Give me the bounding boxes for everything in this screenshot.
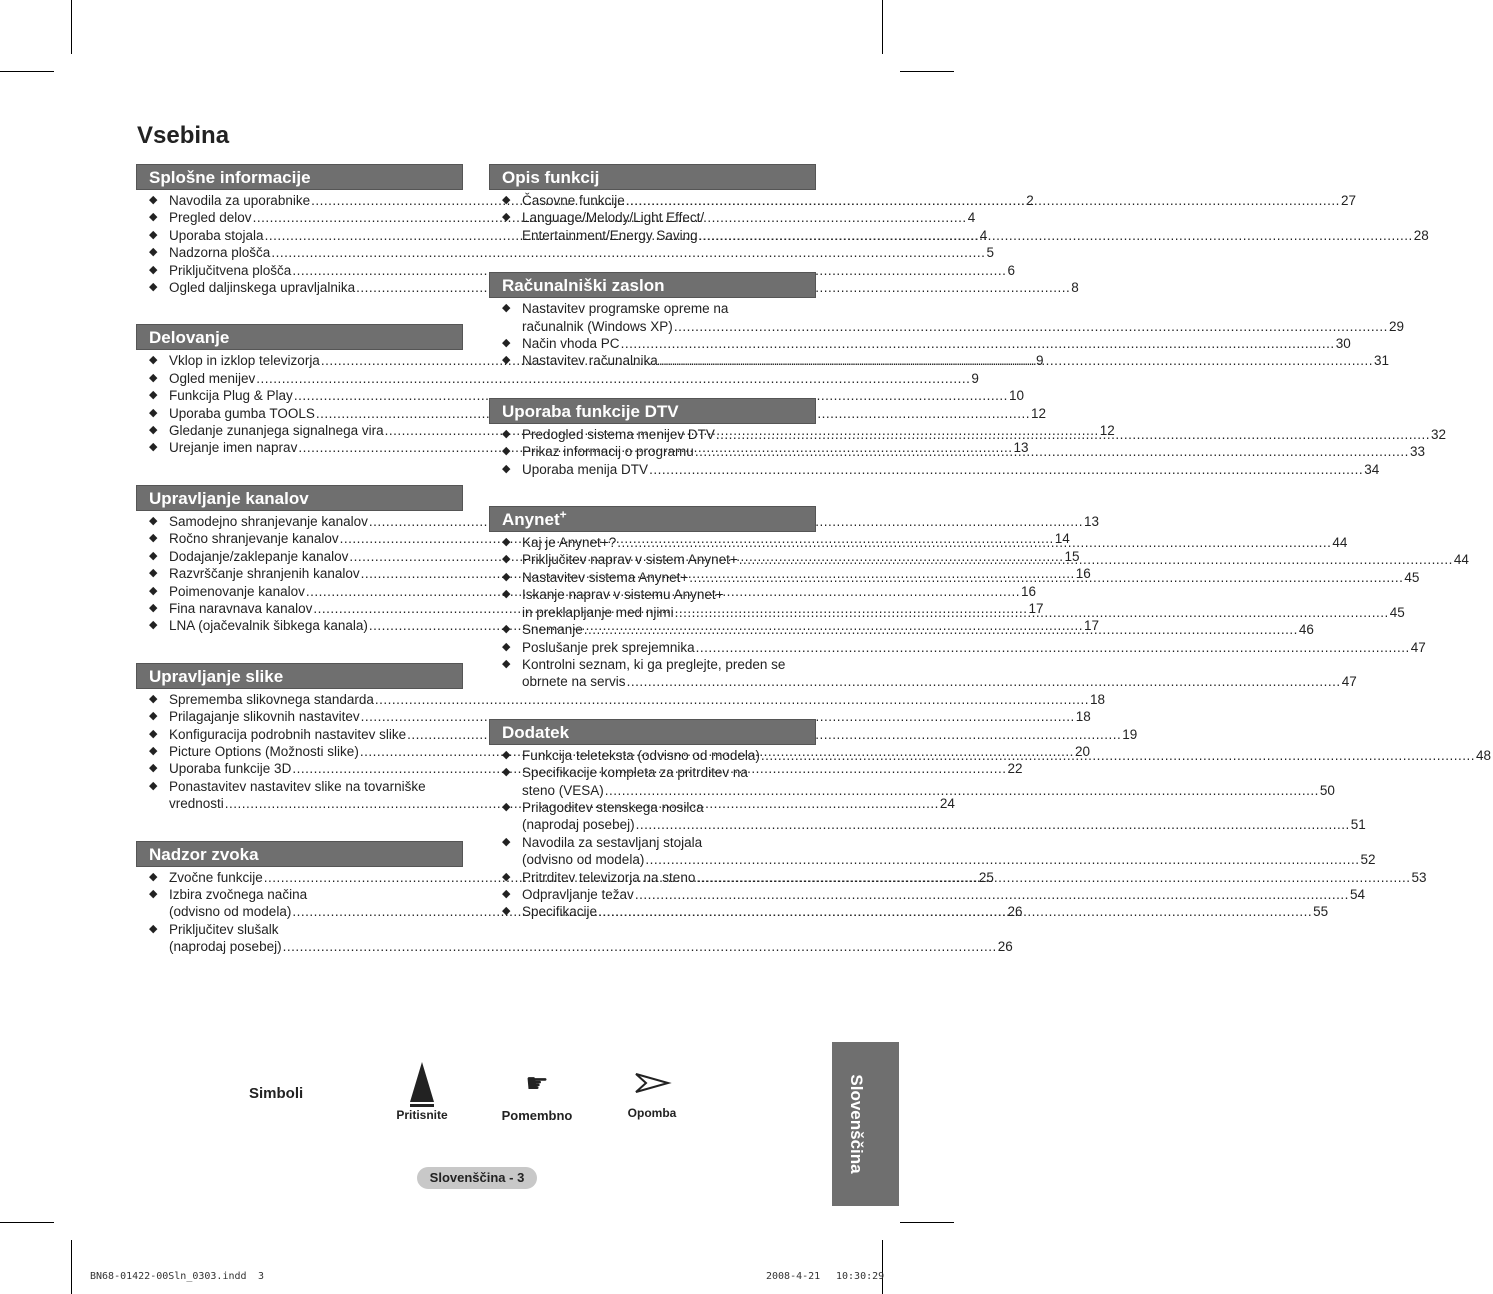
- dot-leader: [689, 569, 1403, 586]
- crop-mark: [900, 71, 954, 72]
- diamond-bullet-icon: ◆: [502, 570, 511, 583]
- dot-leader: [699, 227, 1413, 244]
- diamond-bullet-icon: ◆: [149, 710, 158, 723]
- toc-item-entry: [522, 569, 1421, 586]
- dot-leader: [584, 621, 1298, 638]
- toc-item-leader-line: [522, 443, 1425, 460]
- toc-item-text: Predogled sistema menijev DTV: [522, 426, 715, 442]
- diamond-bullet-icon: ◆: [502, 337, 511, 350]
- toc-item-text: Vklop in izklop televizorja: [169, 353, 320, 369]
- diamond-bullet-icon: ◆: [149, 567, 158, 580]
- toc-item-page: 12: [1099, 423, 1115, 439]
- toc-item-text: Iskanje naprav v sistemu Anynet+: [522, 587, 724, 603]
- toc-item-page: 16: [1020, 583, 1036, 599]
- toc-item-text: LNA (ojačevalnik šibkega kanala): [169, 618, 368, 634]
- footer-date: 2008-4-21: [766, 1271, 821, 1282]
- pointing-hand-icon: ☛: [525, 1068, 549, 1098]
- section-header: [489, 164, 816, 190]
- toc-item-text: Poslušanje prek sprejemnika: [522, 639, 695, 655]
- toc-item-leader-line: [522, 816, 1366, 833]
- diamond-bullet-icon: ◆: [149, 584, 158, 597]
- toc-item-text: Dodajanje/zaklepanje kanalov: [169, 548, 349, 564]
- diamond-bullet-icon: ◆: [149, 922, 158, 935]
- toc-item-text: Prilagajanje slikovnih nastavitev: [169, 709, 360, 725]
- diamond-bullet-icon: ◆: [149, 194, 158, 206]
- section-header: [136, 663, 463, 689]
- toc-item-page: 53: [1411, 869, 1427, 885]
- toc-item-text: Uporaba funkcije 3D: [169, 761, 292, 777]
- toc-item-page: 24: [939, 796, 955, 812]
- toc-item-entry: [522, 834, 1377, 869]
- toc-item-text: Konfiguracija podrobnih nastavitev slike: [169, 726, 407, 742]
- dot-leader: [739, 551, 1453, 568]
- toc-item-text: Razvrščanje shranjenih kanalov: [169, 566, 360, 582]
- toc-item-text: Entertainment/Energy Saving: [522, 227, 698, 243]
- toc-item-leader-line: [522, 352, 1389, 369]
- toc-item-text: Specifikacije kompleta za pritrditev na: [522, 765, 748, 781]
- diamond-bullet-icon: ◆: [149, 371, 158, 384]
- toc-item-page: 14: [1054, 531, 1070, 547]
- toc-item-page: 51: [1350, 817, 1366, 833]
- section-header: [489, 506, 816, 532]
- toc-item[interactable]: [136, 262, 1015, 279]
- toc-item-text: in preklapljanje med njimi: [522, 604, 674, 620]
- diamond-bullet-icon: ◆: [149, 246, 158, 259]
- dot-leader: [659, 352, 1373, 369]
- toc-item-text: (naprodaj posebej): [169, 939, 282, 955]
- toc-item[interactable]: [489, 192, 1356, 209]
- toc-item-entry: [522, 903, 1330, 920]
- diamond-bullet-icon: ◆: [502, 211, 511, 224]
- diamond-bullet-icon: ◆: [502, 800, 511, 813]
- toc-item-text: Funkcija Plug & Play: [169, 388, 293, 404]
- toc-item-text: Nadzorna plošča: [169, 245, 271, 261]
- dot-leader: [696, 639, 1410, 656]
- section-header-superscript: +: [559, 507, 567, 522]
- diamond-bullet-icon: ◆: [502, 748, 511, 761]
- toc-item-leader-line: [522, 534, 1347, 551]
- toc-item-page: 2: [1026, 193, 1034, 208]
- toc-item-text: računalnik (Windows XP): [522, 318, 673, 334]
- toc-item-page: 13: [1013, 440, 1029, 456]
- toc-item-page: 47: [1410, 639, 1426, 655]
- toc-item-page: 54: [1349, 886, 1365, 902]
- toc-item-leader-line: [522, 461, 1379, 478]
- diamond-bullet-icon: ◆: [149, 354, 158, 367]
- diamond-bullet-icon: ◆: [149, 263, 158, 276]
- toc-item-entry: [522, 443, 1427, 460]
- toc-item-entry: [522, 335, 1353, 352]
- toc-item-text: Poimenovanje kanalov: [169, 583, 305, 599]
- footer-time: 10:30:29: [836, 1271, 885, 1282]
- toc-item-text: (naprodaj posebej): [522, 817, 635, 833]
- toc-item-list: [489, 300, 1404, 370]
- diamond-bullet-icon: ◆: [502, 536, 511, 549]
- toc-item-text: (odvisno od modela): [169, 904, 292, 920]
- toc-item-leader-line: [522, 903, 1328, 920]
- diamond-bullet-icon: ◆: [149, 424, 158, 437]
- diamond-bullet-icon: ◆: [502, 588, 511, 601]
- toc-item-leader-line: [522, 426, 1446, 443]
- language-side-tab: [832, 1042, 899, 1206]
- diamond-bullet-icon: ◆: [149, 887, 158, 900]
- toc-item[interactable]: [136, 691, 1106, 708]
- toc-item-text: Način vhoda PC: [522, 336, 620, 352]
- toc-item-leader-line: [522, 621, 1314, 638]
- toc-item-page: 25: [978, 869, 994, 885]
- diamond-bullet-icon: ◆: [149, 228, 158, 241]
- dot-leader: [649, 461, 1363, 478]
- toc-item-text: Ponastavitev nastavitev slike na tovarniške: [169, 778, 426, 794]
- toc-item-leader-line: [522, 639, 1426, 656]
- toc-item-text: Ogled menijev: [169, 370, 256, 386]
- diamond-bullet-icon: ◆: [502, 445, 511, 458]
- toc-section: [489, 272, 1404, 370]
- toc-item-text: Specifikacije: [522, 904, 598, 920]
- crop-mark: [0, 1222, 54, 1223]
- toc-item-text: Prilagoditev stenskega nosilca: [522, 799, 704, 815]
- section-header-label: Upravljanje slike: [149, 666, 284, 686]
- toc-item-entry: [522, 426, 1448, 443]
- toc-item[interactable]: [489, 886, 1365, 903]
- toc-item-text: vrednosti: [169, 796, 224, 812]
- toc-item-text: Ogled daljinskega upravljalnika: [169, 280, 356, 296]
- diamond-bullet-icon: ◆: [149, 692, 158, 705]
- dot-leader: [761, 747, 1475, 764]
- dot-leader: [617, 534, 1331, 551]
- toc-item-leader-line: [522, 673, 1357, 690]
- toc-item[interactable]: [136, 370, 979, 387]
- toc-item-page: 4: [979, 227, 988, 243]
- toc-item-text: Funkcija teleteksta (odvisno od modela): [522, 747, 760, 763]
- toc-item-text: Pregled delov: [169, 210, 252, 226]
- diamond-bullet-icon: ◆: [502, 657, 511, 670]
- diamond-bullet-icon: ◆: [149, 389, 158, 402]
- toc-item-entry: [522, 461, 1381, 478]
- toc-item-entry: [522, 799, 1368, 834]
- diamond-bullet-icon: ◆: [502, 870, 511, 883]
- diamond-bullet-icon: ◆: [149, 779, 158, 792]
- dot-leader: [605, 782, 1319, 799]
- dot-leader: [716, 426, 1430, 443]
- toc-item-text: Priključitev naprav v sistem Anynet+: [522, 552, 738, 568]
- diamond-bullet-icon: ◆: [149, 532, 158, 545]
- toc-item-leader-line: [522, 851, 1375, 868]
- toc-item-page: 19: [1122, 726, 1138, 742]
- diamond-bullet-icon: ◆: [502, 354, 511, 367]
- diamond-bullet-icon: ◆: [502, 427, 511, 440]
- toc-item-page: 30: [1335, 336, 1351, 352]
- toc-item-page: 9: [1035, 353, 1044, 369]
- diamond-bullet-icon: ◆: [502, 640, 511, 653]
- diamond-bullet-icon: ◆: [149, 514, 158, 527]
- section-header-label: Anynet: [502, 510, 560, 530]
- symbol-note-caption: Opomba: [627, 1106, 677, 1120]
- toc-item-text: Gledanje zunanjega signalnega vira: [169, 423, 384, 439]
- crop-mark: [882, 1240, 883, 1294]
- toc-item-page: 44: [1453, 552, 1469, 568]
- dot-leader: [598, 903, 1312, 920]
- section-header-label: Uporaba funkcije DTV: [502, 401, 679, 421]
- toc-item[interactable]: [489, 461, 1380, 478]
- dot-leader: [696, 869, 1410, 886]
- toc-item-page: 17: [1084, 618, 1100, 634]
- diamond-bullet-icon: ◆: [502, 462, 511, 475]
- toc-item-text: Nastavitev računalnika: [522, 353, 658, 369]
- crop-mark: [0, 71, 54, 72]
- toc-item-leader-line: [522, 747, 1491, 764]
- press-arrow-icon: [407, 1060, 437, 1108]
- section-header: [136, 485, 463, 511]
- toc-item-text: Picture Options (Možnosti slike): [169, 743, 359, 759]
- toc-item-page: 46: [1298, 622, 1314, 638]
- diamond-bullet-icon: ◆: [149, 619, 158, 632]
- symbol-important-caption: Pomembno: [501, 1108, 573, 1123]
- crop-mark: [71, 0, 72, 54]
- symbol-press-caption: Pritisnite: [396, 1108, 448, 1122]
- symbol-note: [620, 1068, 684, 1120]
- section-header: [489, 398, 816, 424]
- section-header-label: Opis funkcij: [502, 168, 600, 187]
- section-header: [489, 719, 816, 745]
- symbols-label: Simboli: [249, 1085, 304, 1102]
- diamond-bullet-icon: ◆: [149, 762, 158, 775]
- toc-item-text: (odvisno od modela): [522, 852, 645, 868]
- toc-item-page: 16: [1075, 566, 1091, 582]
- dot-leader: [695, 443, 1409, 460]
- toc-item-page: 18: [1090, 691, 1106, 707]
- crop-mark: [900, 1222, 954, 1223]
- toc-item-entry: [522, 886, 1367, 903]
- toc-item-text: Uporaba stojala: [169, 227, 264, 243]
- diamond-bullet-icon: ◆: [502, 553, 511, 566]
- diamond-bullet-icon: ◆: [502, 766, 511, 779]
- toc-item-page: 29: [1388, 318, 1404, 334]
- diamond-bullet-icon: ◆: [149, 281, 158, 294]
- toc-item[interactable]: [489, 300, 1404, 335]
- toc-item-entry: [522, 352, 1391, 369]
- toc-item-entry: [522, 869, 1429, 886]
- page-number-badge: Slovenščina - 3: [417, 1167, 537, 1189]
- toc-item-text: Language/Melody/Light Effect/: [522, 210, 705, 226]
- toc-item-leader-line: [522, 335, 1351, 352]
- dot-leader: [675, 604, 1389, 621]
- toc-item-entry: [522, 551, 1471, 568]
- diamond-bullet-icon: ◆: [149, 601, 158, 614]
- diamond-bullet-icon: ◆: [502, 194, 511, 206]
- toc-item-entry: [522, 764, 1337, 799]
- toc-item-text: obrnete na servis: [522, 674, 626, 690]
- section-header: [136, 164, 463, 190]
- toc-item-entry: [522, 209, 1431, 244]
- toc-item-page: 50: [1319, 782, 1335, 798]
- toc-item-text: Pritrditev televizorja na steno: [522, 869, 696, 885]
- toc-item-leader-line: [522, 227, 1429, 244]
- toc-item-page: 10: [1008, 388, 1024, 404]
- toc-item-leader-line: [522, 318, 1404, 335]
- toc-item-text: Odpravljanje težav: [522, 886, 634, 902]
- toc-item-page: 44: [1332, 535, 1348, 551]
- language-side-tab-label: Slovenščina: [847, 1074, 866, 1174]
- toc-item-text: steno (VESA): [522, 782, 604, 798]
- toc-item-text: Uporaba gumba TOOLS: [169, 405, 315, 421]
- toc-item[interactable]: [489, 656, 1357, 691]
- section-header-label: Delovanje: [149, 328, 230, 348]
- diamond-bullet-icon: ◆: [502, 905, 511, 918]
- toc-item-text: Fina naravnava kanalov: [169, 600, 313, 616]
- diamond-bullet-icon: ◆: [149, 211, 158, 224]
- toc-item-text: Urejanje imen naprav: [169, 440, 298, 456]
- toc-item[interactable]: [489, 335, 1351, 352]
- toc-item-leader-line: [522, 886, 1365, 903]
- diamond-bullet-icon: ◆: [149, 406, 158, 419]
- toc-item-page: 32: [1430, 426, 1446, 442]
- toc-item-text: Sprememba slikovnega standarda: [169, 691, 374, 707]
- toc-item-text: Samodejno shranjevanje kanalov: [169, 513, 368, 529]
- dot-leader: [636, 816, 1350, 833]
- toc-item-leader-line: [522, 569, 1419, 586]
- dot-leader: [674, 318, 1388, 335]
- toc-item-page: 26: [1007, 904, 1023, 920]
- toc-item-text: Priključitev slušalk: [169, 921, 279, 937]
- toc-item-page: 47: [1341, 674, 1357, 690]
- toc-item-page: 45: [1389, 604, 1405, 620]
- toc-item-page: 45: [1404, 569, 1420, 585]
- toc-item-page: 31: [1373, 353, 1389, 369]
- toc-section: [489, 164, 1429, 244]
- section-header-label: Dodatek: [502, 722, 570, 742]
- toc-item-entry: [522, 586, 1407, 621]
- toc-item-entry: [522, 639, 1428, 656]
- toc-item-page: 55: [1313, 904, 1329, 920]
- toc-item-text: Nastavitev sistema Anynet+: [522, 569, 689, 585]
- toc-item-text: Nastavitev programske opreme na: [522, 301, 729, 317]
- toc-item-leader-line: [522, 604, 1405, 621]
- toc-item-page: 17: [1028, 600, 1044, 616]
- toc-item-entry: [522, 747, 1493, 764]
- symbol-press: [390, 1060, 454, 1122]
- toc-item-text: Priključitvena plošča: [169, 262, 292, 278]
- toc-item[interactable]: [489, 209, 1429, 244]
- toc-item-page: 9: [971, 370, 979, 386]
- toc-item-entry: [522, 621, 1316, 638]
- toc-item-leader-line: [522, 551, 1469, 568]
- diamond-bullet-icon: ◆: [149, 549, 158, 562]
- diamond-bullet-icon: ◆: [502, 302, 511, 315]
- diamond-bullet-icon: ◆: [149, 870, 158, 883]
- toc-item-text: Navodila za sestavljanj stojala: [522, 834, 703, 850]
- toc-item-leader-line: [522, 782, 1335, 799]
- toc-item-page: 52: [1360, 852, 1376, 868]
- toc-item-entry: [522, 300, 1406, 335]
- dot-leader: [626, 192, 1340, 209]
- toc-item-page: 33: [1409, 444, 1425, 460]
- toc-item-page: 27: [1340, 193, 1356, 208]
- toc-item-page: 48: [1476, 747, 1492, 763]
- toc-item-page: 4: [967, 210, 976, 226]
- toc-item-page: 18: [1075, 709, 1091, 725]
- toc-item-entry: [522, 534, 1349, 551]
- toc-item-text: Ročno shranjevanje kanalov: [169, 531, 339, 547]
- toc-item-text: Uporaba menija DTV: [522, 461, 649, 477]
- crop-mark: [882, 0, 883, 54]
- toc-item-page: 8: [1071, 280, 1079, 296]
- diamond-bullet-icon: ◆: [502, 623, 511, 636]
- toc-item-entry: [522, 656, 1359, 691]
- toc-item-leader-line: [522, 869, 1427, 886]
- toc-item-page: 22: [1007, 761, 1023, 777]
- diamond-bullet-icon: ◆: [149, 744, 158, 757]
- toc-item-page: 12: [1030, 405, 1046, 421]
- toc-item[interactable]: [136, 387, 1024, 404]
- toc-item-text: Navodila za uporabnike: [169, 193, 311, 208]
- toc-item[interactable]: [136, 921, 1013, 956]
- section-header-label: Nadzor zvoka: [149, 844, 259, 864]
- toc-item-text: Prikaz informacij o programu: [522, 444, 694, 460]
- toc-item-page: 28: [1413, 227, 1429, 243]
- toc-item[interactable]: [489, 834, 1376, 869]
- toc-item-list: [489, 192, 1429, 244]
- toc-item-text: Zvočne funkcije: [169, 869, 263, 885]
- dot-leader: [645, 851, 1359, 868]
- toc-item-leader-line: [522, 192, 1356, 209]
- toc-item-page: 15: [1064, 548, 1080, 564]
- toc-item-page: 6: [1007, 262, 1015, 278]
- section-header: [136, 841, 463, 867]
- section-header: [136, 324, 463, 350]
- footer-sheet: 3: [258, 1271, 265, 1282]
- section-header: [489, 272, 816, 298]
- section-header-label: Upravljanje kanalov: [149, 488, 309, 508]
- diamond-bullet-icon: ◆: [502, 887, 511, 900]
- toc-item-entry: [522, 192, 1358, 209]
- dot-leader: [635, 886, 1349, 903]
- section-header-label: Splošne informacije: [149, 168, 311, 187]
- toc-item-page: 26: [997, 939, 1013, 955]
- diamond-bullet-icon: ◆: [149, 441, 158, 454]
- toc-item-page: 34: [1364, 461, 1380, 477]
- toc-item-page: 20: [1074, 743, 1090, 759]
- note-arrow-icon: [634, 1068, 670, 1098]
- crop-mark: [71, 1240, 72, 1294]
- toc-item-text: Kontrolni seznam, ki ga preglejte, preden se: [522, 656, 786, 672]
- toc-item-text: Kaj je Anynet+?: [522, 535, 617, 551]
- toc-item[interactable]: [136, 708, 1091, 725]
- toc-item-page: 13: [1084, 513, 1100, 529]
- page-title: Vsebina: [137, 122, 230, 149]
- toc-item-text: Časovne funkcije: [522, 193, 625, 208]
- toc-item[interactable]: [136, 244, 994, 261]
- toc-item-text: Izbira zvočnega načina: [169, 886, 308, 902]
- diamond-bullet-icon: ◆: [502, 835, 511, 848]
- diamond-bullet-icon: ◆: [149, 727, 158, 740]
- toc-item-text: Snemanje: [522, 622, 583, 638]
- dot-leader: [627, 673, 1341, 690]
- toc-item[interactable]: [489, 639, 1426, 656]
- dot-leader: [621, 335, 1335, 352]
- toc-item[interactable]: [489, 352, 1389, 369]
- footer-filename: BN68-01422-00Sln_0303.indd: [90, 1271, 247, 1282]
- symbol-important: [495, 1068, 579, 1123]
- section-header-label: Računalniški zaslon: [502, 276, 665, 296]
- toc-item-page: 5: [986, 245, 994, 261]
